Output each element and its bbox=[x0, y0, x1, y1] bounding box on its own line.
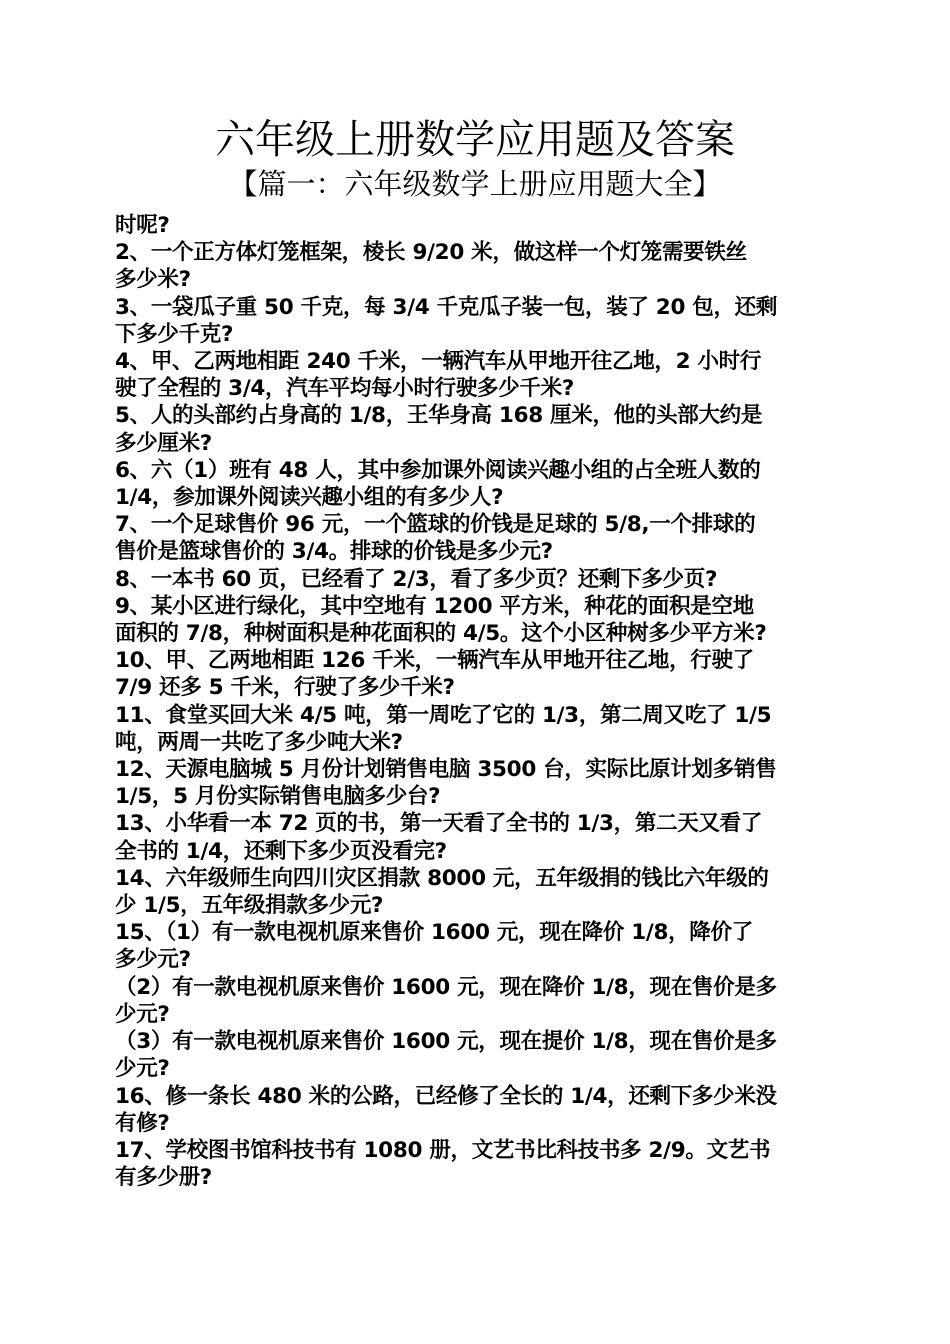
document-title: 六年级上册数学应用题及答案 bbox=[215, 117, 735, 163]
text-line: 多少厘米? bbox=[115, 430, 212, 456]
text-line: 14、六年级师生向四川灾区捐款 8000 元，五年级捐的钱比六年级的 bbox=[115, 865, 769, 891]
text-line: （3）有一款电视机原来售价 1600 元，现在提价 1/8，现在售价是多 bbox=[115, 1029, 777, 1055]
text-line: 4、甲、乙两地相距 240 千米，一辆汽车从甲地开往乙地，2 小时行 bbox=[115, 349, 762, 375]
text-line: 5、人的头部约占身高的 1/8，王华身高 168 厘米，他的头部大约是 bbox=[115, 403, 763, 429]
text-line: 6、六（1）班有 48 人，其中参加课外阅读兴趣小组的占全班人数的 bbox=[115, 457, 761, 483]
text-line: 售价是篮球售价的 3/4。排球的价钱是多少元? bbox=[115, 539, 553, 565]
text-line: 驶了全程的 3/4，汽车平均每小时行驶多少千米? bbox=[115, 376, 575, 402]
text-line: 有修? bbox=[115, 1110, 170, 1136]
text-line: 多少元? bbox=[115, 947, 191, 973]
text-line: 7/9 还多 5 千米，行驶了多少千米? bbox=[115, 675, 455, 701]
text-line: 2、一个正方体灯笼框架，棱长 9/20 米，做这样一个灯笼需要铁丝 bbox=[115, 240, 747, 266]
text-line: 13、小华看一本 72 页的书，第一天看了全书的 1/3，第二天又看了 bbox=[115, 811, 763, 837]
text-line: 少 1/5，五年级捐款多少元? bbox=[115, 893, 384, 919]
text-line: 7、一个足球售价 96 元，一个篮球的价钱是足球的 5/8,一个排球的 bbox=[115, 512, 756, 538]
text-line: 全书的 1/4，还剩下多少页没看完? bbox=[115, 838, 447, 864]
text-line: 面积的 7/8，种树面积是种花面积的 4/5。这个小区种树多少平方米? bbox=[115, 621, 767, 647]
text-line: 少元? bbox=[115, 1001, 170, 1027]
text-line: 17、学校图书馆科技书有 1080 册，文艺书比科技书多 2/9。文艺书 bbox=[115, 1137, 771, 1163]
text-line: 1/4，参加课外阅读兴趣小组的有多少人? bbox=[115, 485, 504, 511]
text-line: 吨，两周一共吃了多少吨大米? bbox=[115, 729, 403, 755]
text-line: 时呢? bbox=[115, 213, 170, 238]
problem-list bbox=[115, 212, 840, 1191]
text-line: （2）有一款电视机原来售价 1600 元，现在降价 1/8，现在售价是多 bbox=[115, 974, 777, 1000]
text-line: 下多少千克? bbox=[115, 321, 234, 347]
text-line: 少元? bbox=[115, 1056, 170, 1082]
text-line: 10、甲、乙两地相距 126 千米，一辆汽车从甲地开往乙地，行驶了 bbox=[115, 648, 754, 674]
text-line: 15、（1）有一款电视机原来售价 1600 元，现在降价 1/8，降价了 bbox=[115, 920, 753, 946]
text-line: 8、一本书 60 页，已经看了 2/3，看了多少页？还剩下多少页? bbox=[115, 566, 718, 592]
text-line: 9、某小区进行绿化，其中空地有 1200 平方米，种花的面积是空地 bbox=[115, 593, 754, 619]
text-line: 11、食堂买回大米 4/5 吨，第一周吃了它的 1/3，第二周又吃了 1/5 bbox=[115, 702, 772, 728]
text-line: 16、修一条长 480 米的公路，已经修了全长的 1/4，还剩下多少米没 bbox=[115, 1083, 777, 1109]
text-line: 12、天源电脑城 5 月份计划销售电脑 3500 台，实际比原计划多销售 bbox=[115, 757, 777, 783]
document-subtitle: 【篇一：六年级数学上册应用题大全】 bbox=[228, 167, 722, 201]
text-line: 多少米? bbox=[115, 267, 191, 293]
text-line: 1/5，5 月份实际销售电脑多少台? bbox=[115, 784, 441, 810]
text-line: 有多少册? bbox=[115, 1165, 212, 1191]
text-line: 3、一袋瓜子重 50 千克，每 3/4 千克瓜子装一包，装了 20 包，还剩 bbox=[115, 294, 778, 320]
